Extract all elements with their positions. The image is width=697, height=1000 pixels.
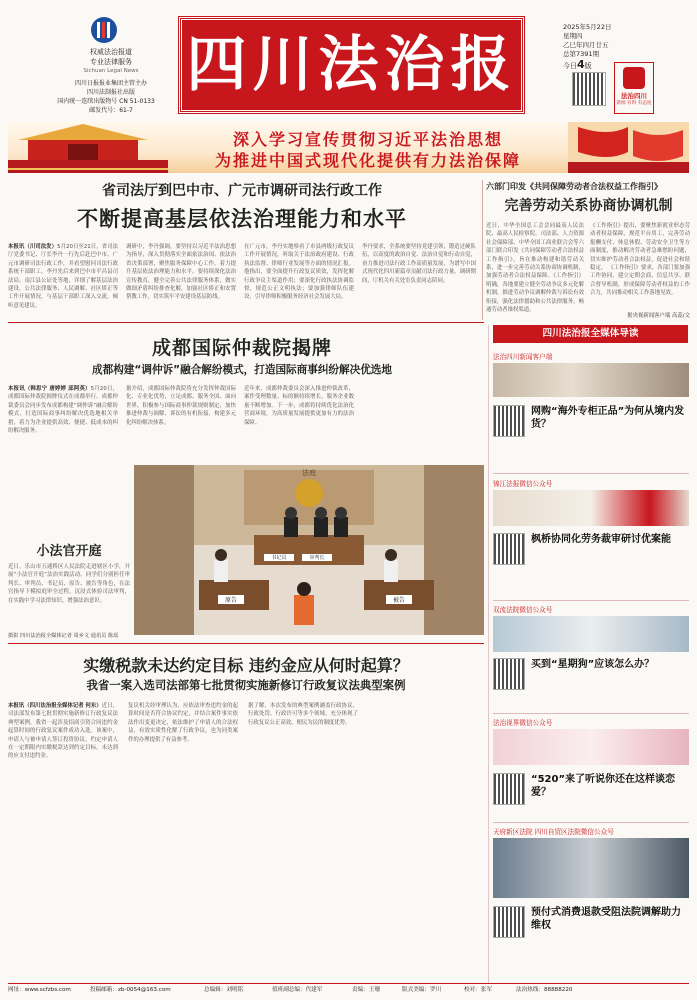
footer-check: 校对：张军 <box>464 987 492 993</box>
arb-col-1 <box>8 385 118 463</box>
app-icon <box>623 67 645 89</box>
courtroom-illustration <box>134 465 484 635</box>
issue-number: 总第7391期 <box>563 50 600 58</box>
kids-text: 近日，乐山市五通桥区人民法院走进辖区小学，开展“小法官开庭”法治实践活动。同学们分别担任审判长、审判员、书记员、原告、被告等角色，在法官指导下模拟庭审全过程，沉浸式体验司法审判，在实践中学习法律知识、增强法治意识。 <box>8 564 130 604</box>
tax-subhead: 我省一案入选司法部第七批贯彻实施新修订行政复议法典型案例 <box>86 678 406 692</box>
sidebar-divider-1 <box>493 473 689 474</box>
sidebar-card-1[interactable] <box>493 351 689 476</box>
footer-duty: 值班副总编：代建军 <box>272 987 323 993</box>
sidebar-card-3-thumbnail <box>493 616 689 652</box>
kids-body <box>8 563 130 633</box>
footer-phone: 法治热线：88888220 <box>516 987 573 993</box>
sidebar-card-5-tag: 天府新区法院 四川自贸区法院微信公众号 <box>493 828 614 836</box>
lead-headline: 不断提高基层依法治理能力和水平 <box>77 207 407 231</box>
sidebar-card-1-qr[interactable] <box>493 405 525 437</box>
tax-text-1: 近日，司法部发布第七批贯彻实施新修订行政复议法典型案例，我省一起涉及招商引资合同违约金起算时间的行政复议案件成功入选。该案中，申请人与被申请人签订投资协议，约定申请人在一定期限内实缴税款达到约定目标，未达到的应支付违约金。 <box>8 703 118 760</box>
courtroom-photo <box>134 465 484 635</box>
right-story-source: 据央视新闻客户端 高蕊/文 <box>627 313 690 319</box>
tax-col-1 <box>8 702 118 972</box>
sidebar-card-1-thumbnail <box>493 363 689 397</box>
tax-byline: 本报讯（四川法治报全媒体记者 何东） <box>8 703 102 709</box>
page-count <box>563 58 592 71</box>
arb-byline: 本报讯（韩思宁 唐婷婷 邱阿英） <box>8 386 91 392</box>
sidebar-card-2-title[interactable]: 枫桥协同化劳务裁审研讨优案能 <box>531 534 671 545</box>
lead-col-4: 李丹要求，全系统要坚持党建引领，锻造过硬队伍，以高度的政治自觉、法治自觉和行动自觉，奋力推进司法行政工作高质量发展，为谱写中国式现代化四川新篇章贡献司法行政力量。调研期间，厅机关有关处室负责同志陪同。 <box>362 244 476 284</box>
right-story-text-2: 《工作指引》提出，要聚焦新就业形态劳动者权益保障，规范平台用工，完善劳动报酬支付、休息休假、劳动安全卫生等方面制度，推动解决劳动者急难愁盼问题，切实维护劳动者合法权益，促进社会和谐稳定。 <box>590 223 690 272</box>
tax-headline: 实缴税款未达约定目标 违约金应从何时起算？ <box>83 656 409 675</box>
app-caption: 新闻 有料 有态度 <box>616 101 652 106</box>
issue-date: 2025年5月22日 <box>563 23 612 31</box>
sidebar-card-1-tag: 法治四川新闻客户端 <box>493 353 553 361</box>
masthead <box>0 0 697 122</box>
sidebar-card-4[interactable] <box>493 717 689 827</box>
tax-body <box>8 702 484 972</box>
lead-col-2: 调研中，李丹强调，要坚持以习近平法治思想为指导，深入贯彻落实全面依法治国、依法治省决策部署，聚焦服务保障中心工作，着力提升基层依法治理能力和水平。要持续深化法治宣传教育，健全完善公共法律服务体系，做实做细矛盾纠纷排查化解，加强社区矫正和安置帮教工作，切实筑牢平安建设基层防线。 <box>126 244 236 301</box>
photo-plaque-clerk: 书记员 <box>264 554 294 561</box>
sidebar-card-3-qr[interactable] <box>493 658 525 690</box>
tiananmen-illustration <box>8 122 168 173</box>
page-count-prefix: 今日 <box>563 62 577 70</box>
lead-col-1 <box>8 243 118 309</box>
lead-text-1: 5月20日至21日，省司法厅党委书记、厅长李丹一行先后赴巴中市、广元市调研司法行政工作，并看望慰问司法行政系统干部职工。李丹先后来到巴中市平昌县司法局、南江县公证处等地，详细了解基层法治建设、公共法律服务、人民调解、社区矫正等工作开展情况，与基层干部职工深入交流，倾听意见建议。 <box>8 244 118 309</box>
sidebar-card-5[interactable] <box>493 826 689 976</box>
sidebar-header: 四川法治报全媒体导读 <box>493 325 688 343</box>
arb-col-4 <box>362 385 484 463</box>
page-count-number: 4 <box>577 58 585 71</box>
footer-art: 版式美编：罗川 <box>402 987 442 993</box>
banner-line2: 为推进中国式现代化提供有力法治保障 <box>214 151 521 170</box>
photo-plaque-plaintiff: 原告 <box>218 595 244 604</box>
org-english: Sichuan Legal News <box>83 68 139 74</box>
sidebar-divider-2 <box>493 600 689 601</box>
kids-caption-box <box>8 540 130 638</box>
sidebar-card-5-qr[interactable] <box>493 906 525 938</box>
sidebar-card-1-title[interactable]: 网购“海外专柜正品”为何从境内发货？ <box>531 406 685 430</box>
sidebar-card-2-qr[interactable] <box>493 533 525 565</box>
app-promo <box>614 62 654 114</box>
divider-2 <box>8 643 484 644</box>
footer-email[interactable]: 投稿邮箱：zb-0054@163.com <box>90 987 171 993</box>
kids-credit: 摄影 四川法治报全媒体记者 周乡文 通讯员 陈瑶 <box>8 633 119 639</box>
sidebar-card-2-tag: 锦江法报微信公众号 <box>493 480 553 488</box>
org-line2: 专业法律服务 <box>90 58 132 66</box>
arbitration-subhead: 成都构建“调仲诉”融合解纷模式，打造国际商事纠纷解决优选地 <box>92 364 392 376</box>
newspaper-logo-icon <box>90 16 118 44</box>
issue-lunar: 乙巳年四月廿五 <box>563 41 609 49</box>
sidebar-card-5-title[interactable]: 预付式消费退款受阻法院调解助力维权 <box>531 907 681 931</box>
sidebar-card-4-tag: 法治视界微信公众号 <box>493 719 553 727</box>
tax-col-4 <box>368 702 484 972</box>
app-label: 法治四川 <box>621 92 647 100</box>
photo-court-label: 法庭 <box>302 469 316 477</box>
right-story-divider <box>482 180 483 320</box>
sidebar-divider-3 <box>493 713 689 714</box>
masthead-title-box <box>179 17 524 113</box>
cn-code: 国内统一连续出版物号 CN 51-0133 <box>57 98 155 105</box>
sidebar-card-2-thumbnail <box>493 490 689 526</box>
sponsor-line1: 四川日报报业集团主管主办 <box>74 80 147 87</box>
tax-col-3: 据了解，本次发布的典型案例涵盖行政协议、行政处罚、行政许可等多个领域，充分体现了行政复议公正高效、便民为民的制度优势。 <box>248 703 358 726</box>
sidebar-card-3-tag: 双流法院微信公众号 <box>493 606 553 614</box>
footer <box>8 983 689 997</box>
sidebar-card-4-thumbnail <box>493 729 689 765</box>
right-story-headline: 完善劳动关系协商协调机制 <box>504 198 673 214</box>
arb-col-2: 据介绍，成都国际仲裁院将充分发挥仲裁国际化、专业化优势，立足成都、服务全国、面向世界，积极参与国际商事仲裁规则制定，加快推进仲裁与调解、诉讼的有机衔接，构建多元化纠纷解决体系。 <box>126 386 236 426</box>
org-line1: 权威法治报道 <box>90 48 132 56</box>
divider-1 <box>8 322 484 323</box>
issue-weekday: 星期四 <box>563 32 583 40</box>
right-story-col-1 <box>486 222 584 314</box>
right-story-text-3: 《工作指引》要求，各部门要加强工作协同，建立定期会商、信息共享、联合督导机制，形成保障劳动者权益的工作合力，共同推动相关工作落地见效。 <box>590 265 690 297</box>
lead-body <box>8 243 476 309</box>
footer-editor: 总编辑：刘明铭 <box>204 987 244 993</box>
lead-col-3: 在广元市，李丹实地察看了市县两级行政复议工作开展情况，听取关于法治政府建设、行政执法监督、律师行业发展等方面的情况汇报。他指出，要全面提升行政复议质效，发挥化解行政争议主渠道作用；要深化行政执法协调监督，规范公正文明执法；要加强律师队伍建设，引导律师积极服务经济社会发展大局。 <box>244 244 354 301</box>
photo-plaque-defendant: 被告 <box>386 595 412 604</box>
arbitration-headline: 成都国际仲裁院揭牌 <box>151 337 332 359</box>
kids-title: 小法官开庭 <box>36 544 102 559</box>
sidebar-card-5-thumbnail <box>493 838 689 898</box>
sidebar-card-3[interactable] <box>493 604 689 719</box>
tax-col-2: 复议机关经审理认为，应依法审查违约金的起算时间是否符合协议约定，并结合案件事实依法作出变更决定，依法维护了申请人的合法权益，有效实质性化解了行政争议，也为同类案件的办理提供了有益参考。 <box>128 703 238 743</box>
sponsor-line2: 四川法制报社出版 <box>86 89 135 96</box>
sidebar-card-2[interactable] <box>493 478 689 603</box>
right-story-kicker: 六部门印发《共同保障劳动者合法权益工作指引》 <box>486 182 662 191</box>
lead-byline: 本报讯（川司法发） <box>8 244 58 250</box>
photo-plaque-judge: 审判长 <box>302 554 332 561</box>
slogan-banner <box>8 122 689 173</box>
footer-site[interactable]: 网址：www.scfzbs.com <box>8 987 71 993</box>
sidebar-card-4-qr[interactable] <box>493 773 525 805</box>
footer-design: 责编：王珊 <box>352 987 380 993</box>
arbitration-body <box>8 385 484 463</box>
masthead-qr-code[interactable] <box>572 72 606 106</box>
post-code: 邮发代号：61-7 <box>89 107 133 114</box>
lead-kicker: 省司法厅到巴中市、广元市调研司法行政工作 <box>102 183 382 199</box>
masthead-title: 四川法治报 <box>186 30 517 100</box>
right-story-text-1: 近日，中华全国总工会会同最高人民法院、最高人民检察院、司法部、人力资源社会保障部、中华全国工商业联合会等六部门联合印发《共同保障劳动者合法权益工作指引》，旨在推动构建和谐劳动关系，进一步完善劳动关系协商协调机制，加强劳动者合法权益保障。《工作指引》明确，各地要建立健全劳动争议多元化解机制，推进劳动争议调解仲裁与诉讼有效衔接，强化法律援助和公共法律服务，畅通劳动者维权渠道。 <box>486 223 584 314</box>
sidebar-divider-4 <box>493 822 689 823</box>
sidebar-card-3-title[interactable]: 买到“星期狗”应该怎么办？ <box>531 659 655 670</box>
sidebar-card-4-title[interactable]: “520”来了听说你还在这样谈恋爱？ <box>531 774 676 798</box>
right-story-col-2 <box>590 222 690 310</box>
banner-line1: 深入学习宣传贯彻习近平法治思想 <box>232 130 503 149</box>
arb-col-3: 近年来，成都仲裁委员会深入推进仲裁改革，案件受理数量、标的额持续增长，服务企业数量不断增加。下一步，成都将持续优化法治化营商环境，为高质量发展提供更加有力的法治保障。 <box>244 386 354 426</box>
page-count-suffix: 版 <box>584 62 592 70</box>
flags-illustration <box>568 122 689 173</box>
arb-text-1: 5月20日，成都国际仲裁院揭牌仪式在成都举行。成都仲裁委员会同步发布成都构建“调仲诉”融合解纷模式、打造国际商事纠纷解决优选地相关举措，着力为企业提供高效、便捷、低成本的纠纷解决服务。 <box>8 386 118 435</box>
